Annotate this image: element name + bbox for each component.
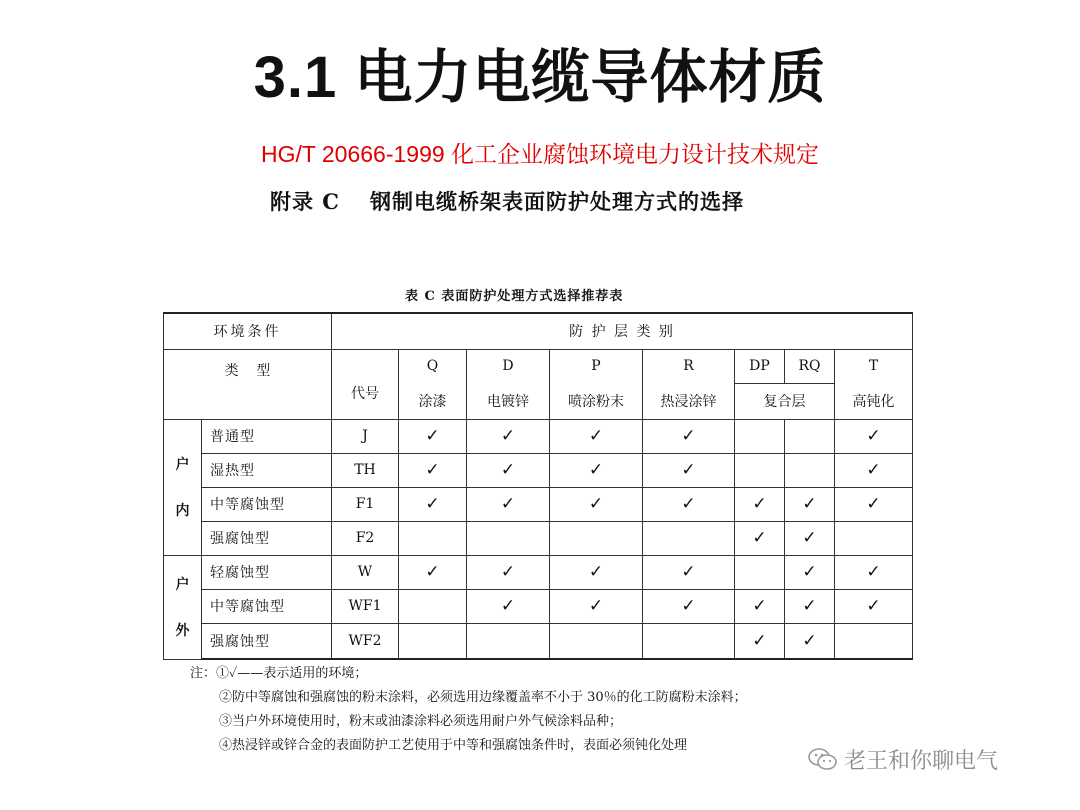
check-icon: ✓ (866, 596, 881, 616)
mark-cell (550, 419, 643, 453)
mark-cell (735, 487, 785, 521)
check-icon: ✓ (500, 426, 516, 446)
note-line: 注：①✓——表示适用的环境； (190, 666, 368, 681)
mark-cell (399, 487, 467, 521)
row-code: WF1 (332, 589, 399, 623)
row-type: 普通型 (202, 419, 332, 453)
mark-cell (643, 589, 735, 623)
protection-header: 防 护 层 类 别 (332, 313, 913, 349)
mark-cell (785, 419, 835, 453)
mark-cell (550, 623, 643, 659)
check-icon: ✓ (802, 562, 817, 582)
col-name-t: 高钝化 (835, 383, 913, 419)
check-icon: ✓ (425, 426, 440, 446)
check-icon: ✓ (500, 494, 516, 514)
mark-cell (735, 589, 785, 623)
group-indoor (164, 419, 202, 555)
note-line: ④热浸锌或锌合金的表面防护工艺使用于中等和强腐蚀条件时，表面必须钝化处理 (219, 738, 688, 753)
row-type: 湿热型 (202, 453, 332, 487)
mark-cell (835, 419, 913, 453)
mark-cell (643, 419, 735, 453)
mark-cell (785, 487, 835, 521)
col-letter-q: Q (399, 349, 467, 383)
row-code: WF2 (332, 623, 399, 659)
col-letter-p: P (550, 349, 643, 383)
group-char: 内 (175, 503, 190, 519)
check-icon: ✓ (588, 460, 604, 480)
row-code: F2 (332, 521, 399, 555)
mark-cell (643, 555, 735, 589)
appendix-label: 附录 C (270, 189, 341, 214)
mark-cell (785, 589, 835, 623)
mark-cell (550, 521, 643, 555)
mark-cell (643, 487, 735, 521)
mark-cell (835, 487, 913, 521)
check-icon: ✓ (588, 562, 604, 582)
check-icon: ✓ (866, 460, 881, 480)
mark-cell (835, 589, 913, 623)
watermark (808, 744, 998, 775)
table-notes (190, 662, 747, 758)
mark-cell (785, 521, 835, 555)
mark-cell (467, 487, 550, 521)
mark-cell (835, 555, 913, 589)
check-icon: ✓ (588, 426, 604, 446)
mark-cell (550, 555, 643, 589)
group-char: 外 (175, 623, 190, 639)
row-type: 中等腐蚀型 (202, 487, 332, 521)
check-icon: ✓ (425, 562, 440, 582)
check-icon: ✓ (802, 494, 817, 514)
mark-cell (399, 589, 467, 623)
check-icon: ✓ (802, 630, 817, 651)
mark-cell (467, 419, 550, 453)
check-icon: ✓ (866, 494, 881, 514)
mark-cell (785, 623, 835, 659)
mark-cell (399, 623, 467, 659)
check-icon: ✓ (425, 494, 440, 514)
check-icon: ✓ (425, 460, 440, 480)
mark-cell (467, 521, 550, 555)
mark-cell (835, 623, 913, 659)
note-line: ②防中等腐蚀和强腐蚀的粉末涂料，必须选用边缘覆盖率不小于 30％的化工防腐粉末涂料； (219, 690, 747, 705)
mark-cell (785, 555, 835, 589)
mark-cell (735, 555, 785, 589)
table-caption: 表 C 表面防护处理方式选择推荐表 (405, 289, 624, 304)
standard-subtitle: HG/T 20666-1999 化工企业腐蚀环境电力设计技术规定 (260, 141, 820, 167)
wechat-icon (808, 747, 838, 773)
check-icon: ✓ (588, 494, 604, 514)
mark-cell (550, 453, 643, 487)
mark-cell (643, 521, 735, 555)
col-letter-r: R (643, 349, 735, 383)
mark-cell (467, 623, 550, 659)
check-icon: ✓ (802, 596, 817, 616)
slide-title: 3.1 电力电缆导体材质 (253, 45, 827, 110)
env-header: 环境条件 (164, 313, 332, 349)
type-header (164, 349, 332, 419)
mark-cell (835, 521, 913, 555)
group-char: 户 (175, 577, 190, 593)
composite-header: 复合层 (735, 383, 835, 419)
appendix-heading (270, 186, 744, 216)
mark-cell (735, 521, 785, 555)
check-icon: ✓ (752, 528, 767, 548)
check-icon: ✓ (752, 494, 767, 514)
check-icon: ✓ (681, 596, 696, 616)
check-icon: ✓ (752, 630, 767, 651)
check-icon: ✓ (681, 460, 696, 480)
check-icon: ✓ (681, 494, 696, 514)
mark-cell (467, 555, 550, 589)
mark-cell (467, 453, 550, 487)
row-type: 轻腐蚀型 (202, 555, 332, 589)
col-letter-t: T (835, 349, 913, 383)
mark-cell (399, 453, 467, 487)
col-letter-d: D (467, 349, 550, 383)
mark-cell (643, 623, 735, 659)
check-icon: ✓ (500, 562, 516, 582)
row-code: F1 (332, 487, 399, 521)
mark-cell (735, 623, 785, 659)
code-header: 代号 (332, 349, 399, 419)
group-outdoor (164, 555, 202, 659)
mark-cell (550, 589, 643, 623)
row-type: 中等腐蚀型 (202, 589, 332, 623)
row-code: TH (332, 453, 399, 487)
mark-cell (399, 521, 467, 555)
check-icon: ✓ (681, 562, 696, 582)
col-name-q: 涂漆 (399, 383, 467, 419)
col-name-r: 热浸涂锌 (643, 383, 735, 419)
col-name-d: 电镀锌 (467, 383, 550, 419)
row-type: 强腐蚀型 (202, 623, 332, 659)
row-code: W (332, 555, 399, 589)
mark-cell (643, 453, 735, 487)
watermark-text: 老王和你聊电气 (844, 749, 999, 774)
note-line: ③当户外环境使用时，粉末或油漆涂料必须选用耐户外气候涂料品种； (219, 714, 623, 729)
check-icon: ✓ (681, 426, 696, 446)
row-code: J (332, 419, 399, 453)
protection-table (163, 312, 913, 660)
check-icon: ✓ (588, 596, 604, 616)
check-icon: ✓ (752, 596, 767, 616)
col-letter-dp: DP (735, 349, 785, 383)
appendix-text: 钢制电缆桥架表面防护处理方式的选择 (370, 189, 745, 214)
check-icon: ✓ (866, 426, 881, 446)
col-letter-rq: RQ (785, 349, 835, 383)
mark-cell (735, 453, 785, 487)
mark-cell (735, 419, 785, 453)
mark-cell (467, 589, 550, 623)
row-type: 强腐蚀型 (202, 521, 332, 555)
type-header-label: 类 型 (224, 362, 271, 379)
check-icon: ✓ (500, 460, 516, 480)
group-char: 户 (175, 457, 190, 473)
check-icon: ✓ (802, 528, 817, 548)
mark-cell (399, 419, 467, 453)
mark-cell (835, 453, 913, 487)
mark-cell (550, 487, 643, 521)
check-icon: ✓ (500, 596, 516, 616)
mark-cell (399, 555, 467, 589)
col-name-p: 喷涂粉末 (550, 383, 643, 419)
mark-cell (785, 453, 835, 487)
check-icon: ✓ (866, 562, 881, 582)
